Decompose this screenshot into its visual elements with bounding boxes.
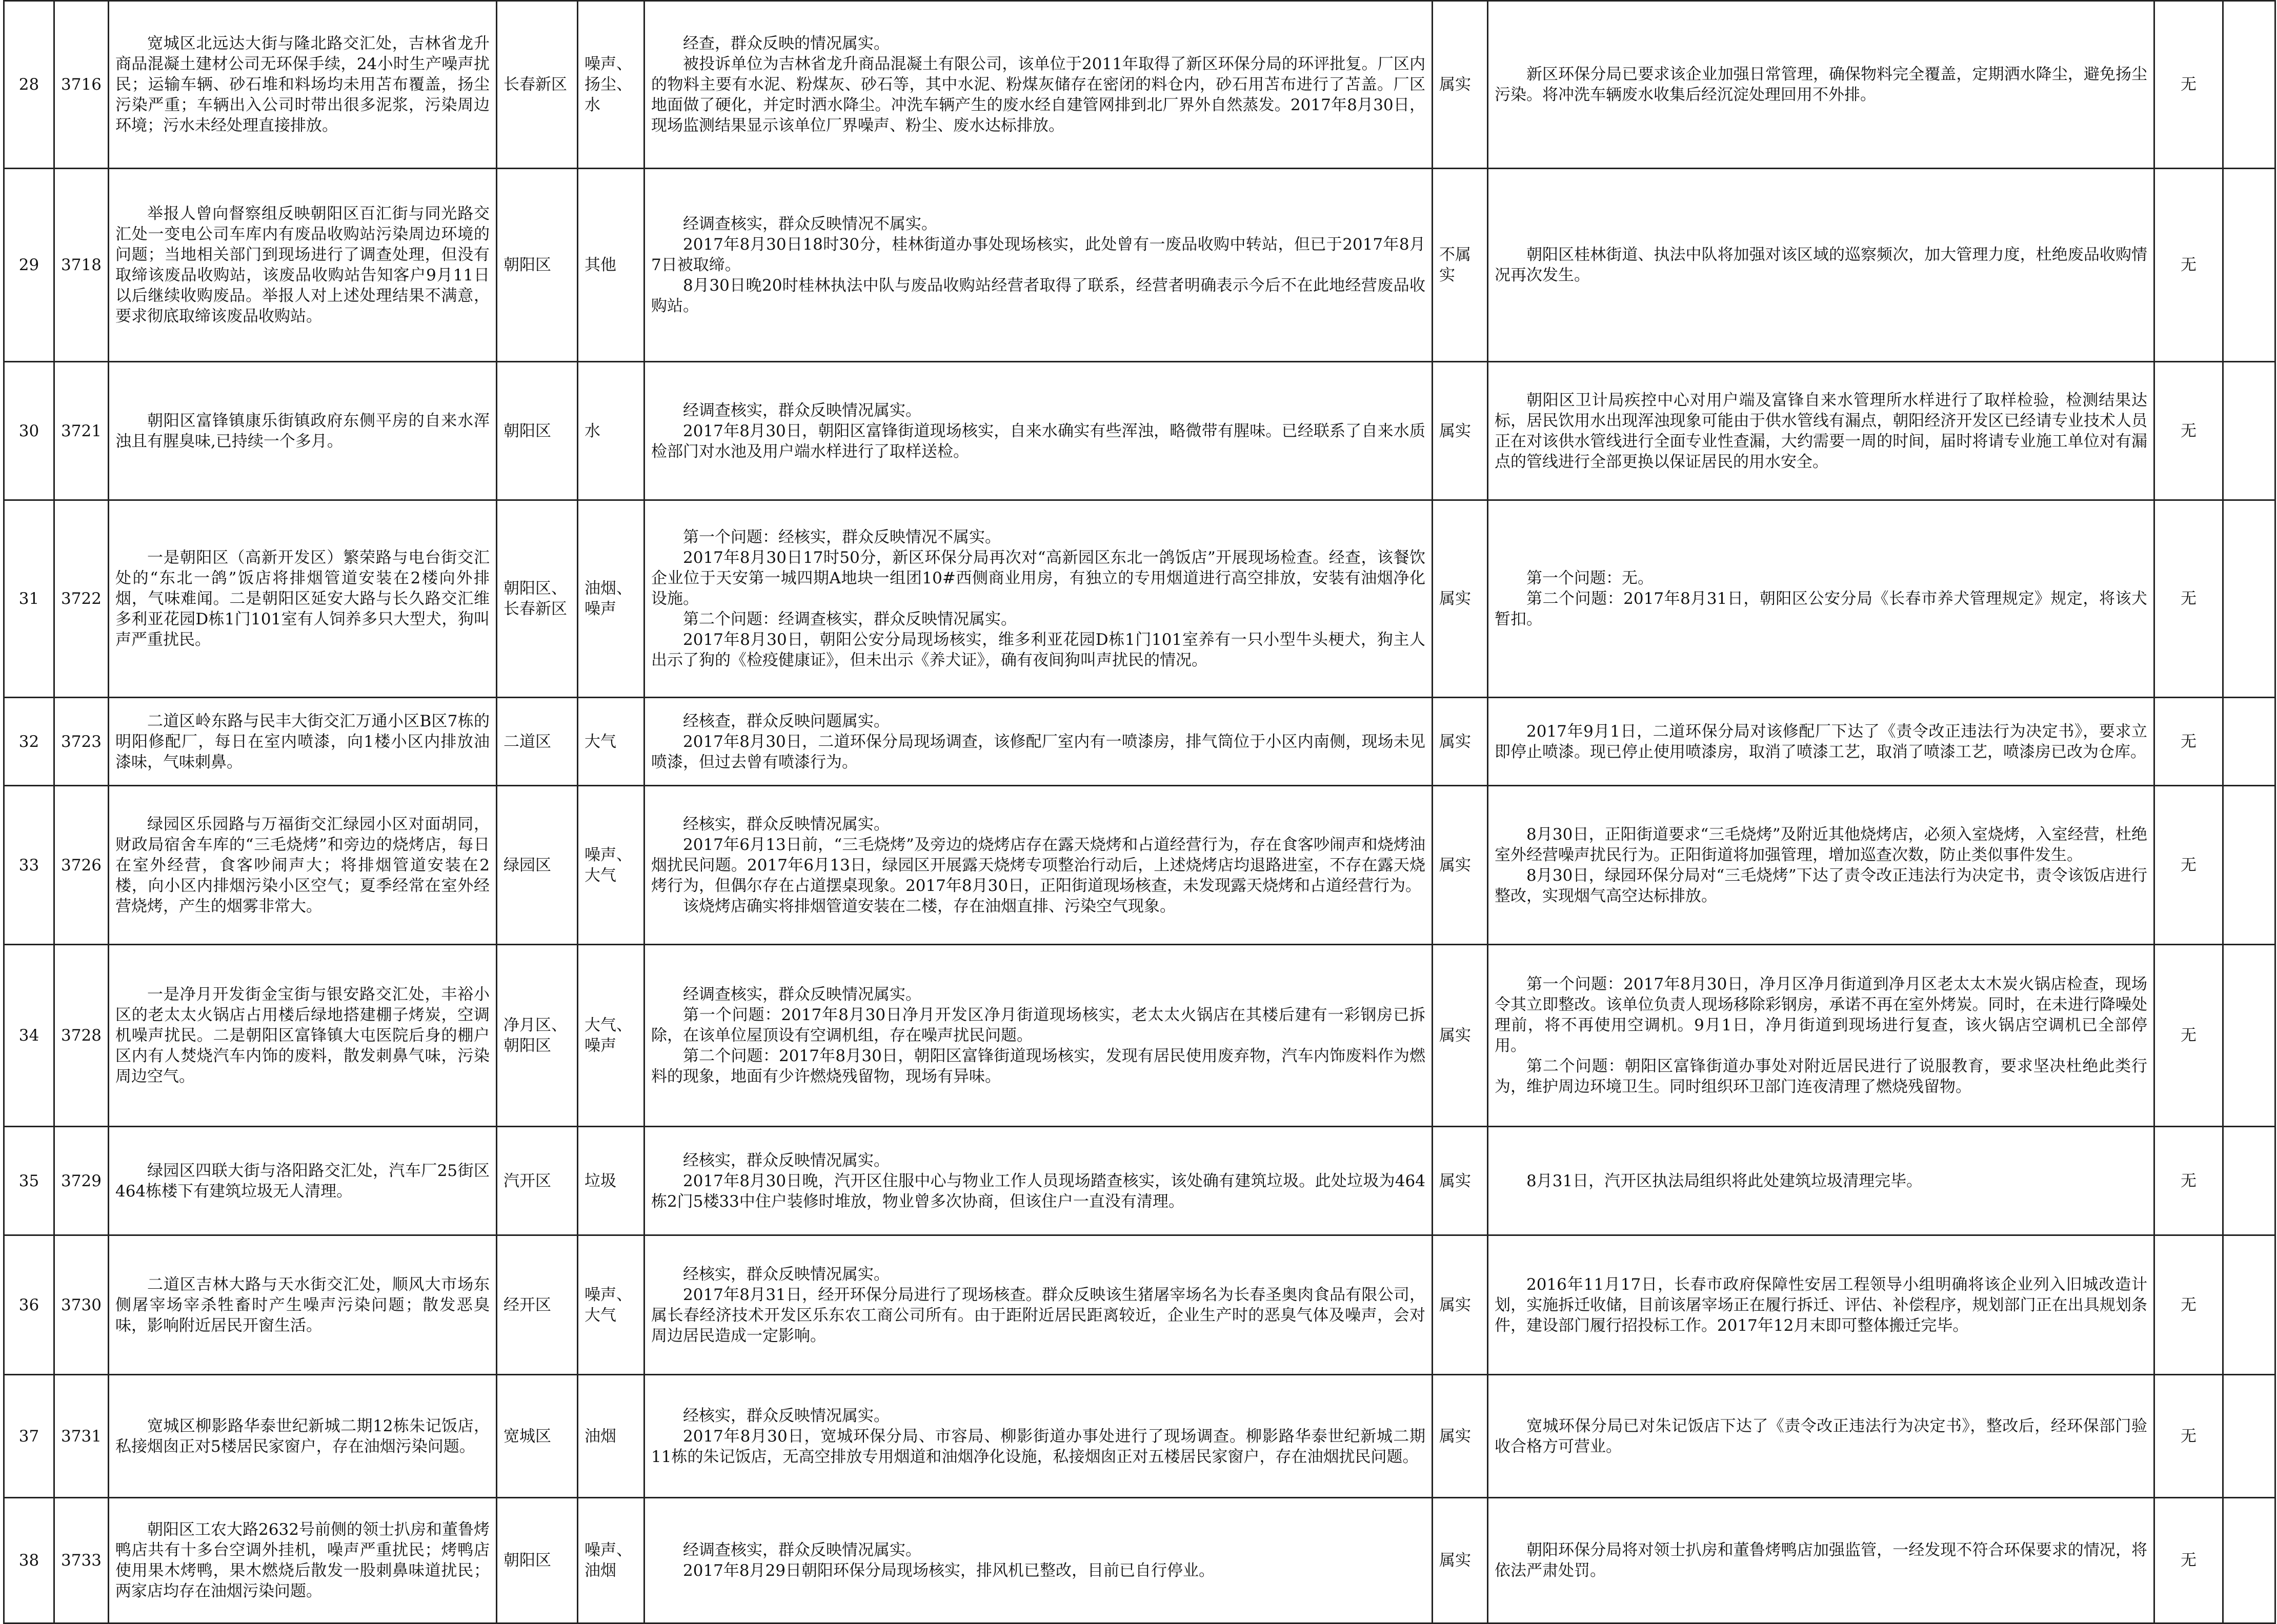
table-row — [4, 500, 2275, 698]
investigation-cell-paragraph: 2017年8月30日晚，汽开区住服中心与物业工作人员现场踏查核实，该处确有建筑垃圾。此处垃圾为464栋2门5楼33中住户装修时堆放，物业曾多次协商，但该住户一直没有清理。 — [651, 1171, 1425, 1211]
handling-cell — [1488, 1498, 2154, 1623]
remarks-cell — [2223, 1375, 2275, 1498]
complaint-issue-cell-paragraph: 宽城区北远达大街与隆北路交汇处，吉林省龙升商品混凝土建材公司无环保手续，24小时生产噪声扰民；运输车辆、砂石堆和料场均未用苫布覆盖，扬尘污染严重；车辆出入公司时带出很多泥浆，污染周边环境；污水未经处理直接排放。 — [115, 34, 490, 135]
district-cell: 汽开区 — [497, 1127, 578, 1235]
complaint-issue-cell-paragraph: 绿园区四联大街与洛阳路交汇处，汽车厂25街区464栋楼下有建筑垃圾无人清理。 — [115, 1161, 490, 1201]
complaint-code-cell: 3721 — [54, 362, 109, 500]
handling-cell — [1488, 786, 2154, 945]
district-cell: 宽城区 — [497, 1375, 578, 1498]
complaint-issue-cell-paragraph: 朝阳区富锋镇康乐街镇政府东侧平房的自来水浑浊且有腥臭味,已持续一个多月。 — [115, 411, 490, 451]
investigation-cell — [644, 1, 1433, 169]
row-seq-cell: 37 — [4, 1375, 54, 1498]
table-row — [4, 169, 2275, 362]
pollution-type-cell: 油烟、噪声 — [578, 500, 644, 698]
pollution-type-cell: 大气、噪声 — [578, 945, 644, 1127]
pollution-type-cell: 大气 — [578, 698, 644, 786]
district-cell: 朝阳区 — [497, 1498, 578, 1623]
complaint-issue-cell — [109, 500, 497, 698]
complaint-issue-cell — [109, 786, 497, 945]
investigation-cell-paragraph: 2017年8月29日朝阳环保分局现场核实，排风机已整改，目前已自行停业。 — [683, 1561, 1215, 1580]
verdict-cell: 属实 — [1433, 500, 1488, 698]
investigation-cell-paragraph: 被投诉单位为吉林省龙升商品混凝土有限公司，该单位于2011年取得了新区环保分局的环评批复。厂区内的物料主要有水泥、粉煤灰、砂石等，其中水泥、粉煤灰储存在密闭的料仓内，砂石用苫布进行了苫盖。厂区地面做了硬化，并定时洒水降尘。冲洗车辆产生的废水经自建管网排到北厂界外自然蒸发。2017年8月30日，现场监测结果显示该单位厂界噪声、粉尘、废水达标排放。 — [651, 55, 1425, 135]
investigation-cell — [644, 945, 1433, 1127]
complaint-issue-cell-paragraph: 举报人曾向督察组反映朝阳区百汇街与同光路交汇处一变电公司车库内有废品收购站污染周边环境的问题；当地相关部门到现场进行了调查处理，但没有取缔该废品收购站，该废品收购站告知客户9月11日以后继续收购废品。举报人对上述处理结果不满意，要求彻底取缔该废品收购站。 — [115, 205, 490, 326]
table-row — [4, 1235, 2275, 1375]
investigation-cell — [644, 500, 1433, 698]
pollution-type-cell: 水 — [578, 362, 644, 500]
complaint-code-cell: 3728 — [54, 945, 109, 1127]
complaint-issue-cell-paragraph: 一是净月开发街金宝街与银安路交汇处，丰裕小区的老太太火锅店占用楼后绿地搭建棚子烤炭，空调机噪声扰民。二是朝阳区富锋镇大屯医院后身的棚户区内有人焚烧汽车内饰的废料，散发刺鼻气味，污染周边空气。 — [115, 985, 490, 1086]
remarks-cell — [2223, 1127, 2275, 1235]
investigation-cell — [644, 1375, 1433, 1498]
investigation-cell-paragraph: 2017年6月13日前，“三毛烧烤”及旁边的烧烤店存在露天烧烤和占道经营行为，存在食客吵闹声和烧烤油烟扰民问题。2017年6月13日，绿园区开展露天烧烤专项整治行动后，上述烧烤店均退路进室，不存在露天烧烤行为，但偶尔存在占道摆桌现象。2017年8月30日，正阳街道现场核查，未发现露天烧烤和占道经营行为。 — [651, 835, 1425, 895]
investigation-cell-paragraph: 第二个问题：2017年8月30日，朝阳区富锋街道现场核实，发现有居民使用废弃物，汽车内饰废料作为燃料的现象，地面有少许燃烧残留物，现场有异味。 — [651, 1047, 1425, 1086]
investigation-cell — [644, 1498, 1433, 1623]
investigation-cell-paragraph: 经核实，群众反映情况属实。 — [683, 815, 890, 834]
verdict-cell: 属实 — [1433, 698, 1488, 786]
district-cell: 二道区 — [497, 698, 578, 786]
verdict-cell: 属实 — [1433, 1498, 1488, 1623]
complaint-code-cell: 3730 — [54, 1235, 109, 1375]
complaint-issue-cell — [109, 1127, 497, 1235]
handling-cell — [1488, 500, 2154, 698]
handling-cell — [1488, 1, 2154, 169]
complaint-code-cell: 3726 — [54, 786, 109, 945]
row-seq-cell: 36 — [4, 1235, 54, 1375]
pollution-type-cell: 垃圾 — [578, 1127, 644, 1235]
handling-cell-paragraph: 第一个问题：2017年8月30日，净月区净月街道到净月区老太太木炭火锅店检查，现场令其立即整改。该单位负责人现场移除彩钢房，承诺不再在室外烤炭。同时，在未进行降噪处理前，将不再使用空调机。9月1日，净月街道到现场进行复查，该火锅店空调机已全部停用。 — [1495, 975, 2147, 1055]
remarks-cell — [2223, 1498, 2275, 1623]
table-row — [4, 698, 2275, 786]
row-seq-cell: 34 — [4, 945, 54, 1127]
investigation-cell — [644, 1235, 1433, 1375]
investigation-cell-paragraph: 经核实，群众反映情况属实。 — [683, 1151, 890, 1170]
district-cell: 长春新区 — [497, 1, 578, 169]
table-row — [4, 945, 2275, 1127]
verdict-cell: 属实 — [1433, 1127, 1488, 1235]
row-seq-cell: 28 — [4, 1, 54, 169]
complaint-table — [3, 0, 2276, 1624]
remarks-cell — [2223, 362, 2275, 500]
verdict-cell: 属实 — [1433, 362, 1488, 500]
investigation-cell-paragraph: 经调查核实，群众反映情况属实。 — [683, 1541, 921, 1559]
verdict-cell: 不属实 — [1433, 169, 1488, 362]
investigation-cell-paragraph: 第二个问题：经调查核实，群众反映情况属实。 — [683, 610, 1017, 628]
verdict-cell: 属实 — [1433, 786, 1488, 945]
handling-cell — [1488, 1127, 2154, 1235]
handling-cell-paragraph: 第二个问题：朝阳区富锋街道办事处对附近居民进行了说服教育，要求坚决杜绝此类行为，维护周边环境卫生。同时组织环卫部门连夜清理了燃烧残留物。 — [1495, 1057, 2147, 1096]
handling-cell-paragraph: 朝阳环保分局将对领士扒房和董鲁烤鸭店加强监管，一经发现不符合环保要求的情况，将依法严肃处罚。 — [1495, 1541, 2147, 1580]
investigation-cell-paragraph: 经查，群众反映的情况属实。 — [683, 34, 890, 53]
accountability-cell: 无 — [2154, 698, 2223, 786]
remarks-cell — [2223, 1235, 2275, 1375]
table-row — [4, 1, 2275, 169]
handling-cell-paragraph: 第二个问题：2017年8月31日，朝阳区公安分局《长春市养犬管理规定》规定，将该犬暂扣。 — [1495, 590, 2147, 628]
handling-cell-paragraph: 2016年11月17日，长春市政府保障性安居工程领导小组明确将该企业列入旧城改造计划，实施拆迁收储，目前该屠宰场正在履行拆迁、评估、补偿程序，规划部门正在出具规划条件，建设部门履行招投标工作。2017年12月末即可整体搬迁完毕。 — [1495, 1275, 2147, 1335]
accountability-cell: 无 — [2154, 1127, 2223, 1235]
remarks-cell — [2223, 698, 2275, 786]
row-seq-cell: 32 — [4, 698, 54, 786]
investigation-cell-paragraph: 经核查，群众反映问题属实。 — [683, 712, 890, 730]
investigation-cell — [644, 786, 1433, 945]
complaint-code-cell: 3716 — [54, 1, 109, 169]
pollution-type-cell: 噪声、油烟 — [578, 1498, 644, 1623]
investigation-cell-paragraph: 2017年8月30日，朝阳区富锋街道现场核实，自来水确实有些浑浊，略微带有腥味。已经联系了自来水质检部门对水池及用户端水样进行了取样送检。 — [651, 421, 1425, 461]
accountability-cell: 无 — [2154, 1, 2223, 169]
investigation-cell-paragraph: 该烧烤店确实将排烟管道安装在二楼，存在油烟直排、污染空气现象。 — [683, 897, 1176, 916]
accountability-cell: 无 — [2154, 500, 2223, 698]
complaint-issue-cell — [109, 698, 497, 786]
investigation-cell-paragraph: 8月30日晚20时桂林执法中队与废品收购站经营者取得了联系，经营者明确表示今后不在此地经营废品收购站。 — [651, 276, 1425, 315]
complaint-issue-cell — [109, 945, 497, 1127]
handling-cell-paragraph: 2017年9月1日，二道环保分局对该修配厂下达了《责令改正违法行为决定书》，要求立即停止喷漆。现已停止使用喷漆房，取消了喷漆工艺，取消了喷漆工艺，喷漆房已改为仓库。 — [1495, 722, 2147, 761]
handling-cell-paragraph: 8月30日，绿园环保分局对“三毛烧烤”下达了责令改正违法行为决定书，责令该饭店进行整改，实现烟气高空达标排放。 — [1495, 866, 2147, 905]
row-seq-cell: 33 — [4, 786, 54, 945]
complaint-code-cell: 3729 — [54, 1127, 109, 1235]
investigation-cell — [644, 169, 1433, 362]
complaint-issue-cell — [109, 362, 497, 500]
district-cell: 朝阳区 — [497, 169, 578, 362]
investigation-cell-paragraph: 第一个问题：2017年8月30日净月开发区净月街道现场核实，老太太火锅店在其楼后建有一彩钢房已拆除，在该单位屋顶设有空调机组，存在噪声扰民问题。 — [651, 1006, 1425, 1045]
accountability-cell: 无 — [2154, 362, 2223, 500]
investigation-cell — [644, 1127, 1433, 1235]
row-seq-cell: 29 — [4, 169, 54, 362]
pollution-type-cell: 噪声、扬尘、水 — [578, 1, 644, 169]
remarks-cell — [2223, 945, 2275, 1127]
complaint-code-cell: 3723 — [54, 698, 109, 786]
investigation-cell-paragraph: 经核实，群众反映情况属实。 — [683, 1406, 890, 1425]
complaint-code-cell: 3731 — [54, 1375, 109, 1498]
complaint-issue-cell-paragraph: 二道区吉林大路与天水街交汇处，顺风大市场东侧屠宰场宰杀牲畜时产生噪声污染问题；散发恶臭味，影响附近居民开窗生活。 — [115, 1275, 490, 1335]
accountability-cell: 无 — [2154, 786, 2223, 945]
investigation-cell-paragraph: 经核实，群众反映情况属实。 — [683, 1265, 890, 1284]
investigation-cell-paragraph: 经调查核实，群众反映情况不属实。 — [683, 215, 937, 233]
row-seq-cell: 30 — [4, 362, 54, 500]
handling-cell — [1488, 698, 2154, 786]
table-row — [4, 1498, 2275, 1623]
handling-cell — [1488, 169, 2154, 362]
complaint-issue-cell-paragraph: 宽城区柳影路华泰世纪新城二期12栋朱记饭店，私接烟囱正对5楼居民家窗户，存在油烟污染问题。 — [115, 1416, 490, 1456]
handling-cell — [1488, 945, 2154, 1127]
accountability-cell: 无 — [2154, 169, 2223, 362]
handling-cell — [1488, 362, 2154, 500]
complaint-code-cell: 3722 — [54, 500, 109, 698]
verdict-cell: 属实 — [1433, 1375, 1488, 1498]
handling-cell-paragraph: 8月30日，正阳街道要求“三毛烧烤”及附近其他烧烤店，必须入室烧烤，入室经营，杜绝室外经营噪声扰民行为。正阳街道将加强管理，增加巡查次数，防止类似事件发生。 — [1495, 825, 2147, 864]
investigation-cell — [644, 698, 1433, 786]
row-seq-cell: 31 — [4, 500, 54, 698]
handling-cell-paragraph: 8月31日，汽开区执法局组织将此处建筑垃圾清理完毕。 — [1526, 1171, 1923, 1190]
investigation-cell-paragraph: 经调查核实，群众反映情况属实。 — [683, 985, 921, 1004]
verdict-cell: 属实 — [1433, 1, 1488, 169]
handling-cell-paragraph: 第一个问题：无。 — [1526, 569, 1654, 587]
pollution-type-cell: 噪声、大气 — [578, 786, 644, 945]
complaint-issue-cell — [109, 1498, 497, 1623]
remarks-cell — [2223, 169, 2275, 362]
district-cell: 朝阳区、长春新区 — [497, 500, 578, 698]
handling-cell — [1488, 1235, 2154, 1375]
row-seq-cell: 35 — [4, 1127, 54, 1235]
complaint-code-cell: 3718 — [54, 169, 109, 362]
accountability-cell: 无 — [2154, 945, 2223, 1127]
remarks-cell — [2223, 500, 2275, 698]
pollution-type-cell: 噪声、大气 — [578, 1235, 644, 1375]
handling-cell-paragraph: 新区环保分局已要求该企业加强日常管理，确保物料完全覆盖，定期洒水降尘，避免扬尘污染。将冲洗车辆废水收集后经沉淀处理回用不外排。 — [1495, 65, 2147, 104]
complaint-issue-cell-paragraph: 朝阳区工农大路2632号前侧的领士扒房和董鲁烤鸭店共有十多台空调外挂机，噪声严重扰民；烤鸭店使用果木烤鸭，果木燃烧后散发一股刺鼻味道扰民；两家店均存在油烟污染问题。 — [115, 1520, 490, 1600]
accountability-cell: 无 — [2154, 1235, 2223, 1375]
complaint-issue-cell — [109, 169, 497, 362]
complaint-issue-cell — [109, 1, 497, 169]
investigation-cell-paragraph: 2017年8月30日，二道环保分局现场调查，该修配厂室内有一喷漆房，排气筒位于小区内南侧，现场未见喷漆，但过去曾有喷漆行为。 — [651, 732, 1425, 772]
verdict-cell: 属实 — [1433, 1235, 1488, 1375]
handling-cell-paragraph: 宽城环保分局已对朱记饭店下达了《责令改正违法行为决定书》，整改后，经环保部门验收合格方可营业。 — [1495, 1416, 2147, 1456]
investigation-cell-paragraph: 2017年8月30日17时50分，新区环保分局再次对“高新园区东北一鸽饭店”开展现场检查。经查，该餐饮企业位于天安第一城四期A地块一组团10#西侧商业用房，有独立的专用烟道进行高空排放，安装有油烟净化设施。 — [651, 549, 1425, 608]
district-cell: 净月区、朝阳区 — [497, 945, 578, 1127]
accountability-cell: 无 — [2154, 1375, 2223, 1498]
table-row — [4, 786, 2275, 945]
table-row — [4, 1375, 2275, 1498]
accountability-cell: 无 — [2154, 1498, 2223, 1623]
table-row — [4, 362, 2275, 500]
investigation-cell-paragraph: 2017年8月30日，朝阳公安分局现场核实，维多利亚花园D栋1门101室养有一只小型牛头梗犬，狗主人出示了狗的《检疫健康证》，但未出示《养犬证》，确有夜间狗叫声扰民的情况。 — [651, 631, 1425, 669]
investigation-cell — [644, 362, 1433, 500]
investigation-cell-paragraph: 第一个问题：经核实，群众反映情况不属实。 — [683, 528, 1001, 546]
pollution-type-cell: 其他 — [578, 169, 644, 362]
pollution-type-cell: 油烟 — [578, 1375, 644, 1498]
handling-cell-paragraph: 朝阳区桂林街道、执法中队将加强对该区域的巡察频次，加大管理力度，杜绝废品收购情况再次发生。 — [1495, 246, 2147, 285]
complaint-issue-cell — [109, 1375, 497, 1498]
district-cell: 朝阳区 — [497, 362, 578, 500]
handling-cell — [1488, 1375, 2154, 1498]
remarks-cell — [2223, 1, 2275, 169]
complaint-issue-cell — [109, 1235, 497, 1375]
investigation-cell-paragraph: 经调查核实，群众反映情况属实。 — [683, 401, 921, 420]
handling-cell-paragraph: 朝阳区卫计局疾控中心对用户端及富锋自来水管理所水样进行了取样检验，检测结果达标，居民饮用水出现浑浊现象可能由于供水管线有漏点，朝阳经济开发区已经请专业技术人员正在对该供水管线进行全面专业性查漏，大约需要一周的时间，届时将请专业施工单位对有漏点的管线进行全部更换以保证居民的用水安全。 — [1495, 391, 2147, 471]
district-cell: 经开区 — [497, 1235, 578, 1375]
row-seq-cell: 38 — [4, 1498, 54, 1623]
complaint-issue-cell-paragraph: 绿园区乐园路与万福街交汇绿园小区对面胡同，财政局宿舍车库的“三毛烧烤”和旁边的烧烤店，每日在室外经营，食客吵闹声大；将排烟管道安装在2楼，向小区内排烟污染小区空气；夏季经常在室外经营烧烤，产生的烟雾非常大。 — [115, 815, 490, 916]
complaint-code-cell: 3733 — [54, 1498, 109, 1623]
investigation-cell-paragraph: 2017年8月31日，经开环保分局进行了现场核查。群众反映该生猪屠宰场名为长春圣奥肉食品有限公司，属长春经济技术开发区乐东农工商公司所有。由于距附近居民距离较近，企业生产时的恶臭气体及噪声，会对周边居民造成一定影响。 — [651, 1285, 1425, 1345]
investigation-cell-paragraph: 2017年8月30日，宽城环保分局、市容局、柳影街道办事处进行了现场调查。柳影路华泰世纪新城二期11栋的朱记饭店，无高空排放专用烟道和油烟净化设施，私接烟囱正对五楼居民家窗户，存在油烟扰民问题。 — [651, 1427, 1425, 1466]
investigation-cell-paragraph: 2017年8月30日18时30分，桂林街道办事处现场核实，此处曾有一废品收购中转站，但已于2017年8月7日被取缔。 — [651, 235, 1425, 274]
district-cell: 绿园区 — [497, 786, 578, 945]
verdict-cell: 属实 — [1433, 945, 1488, 1127]
complaint-issue-cell-paragraph: 一是朝阳区（高新开发区）繁荣路与电台街交汇处的“东北一鸽”饭店将排烟管道安装在2楼向外排烟，气味难闻。二是朝阳区延安大路与长久路交汇维多利亚花园D栋1门101室有人饲养多只大型犬，狗叫声严重扰民。 — [115, 549, 490, 649]
remarks-cell — [2223, 786, 2275, 945]
complaint-issue-cell-paragraph: 二道区岭东路与民丰大街交汇万通小区B区7栋的明阳修配厂，每日在室内喷漆，向1楼小区内排放油漆味，气味刺鼻。 — [115, 712, 490, 772]
table-row — [4, 1127, 2275, 1235]
